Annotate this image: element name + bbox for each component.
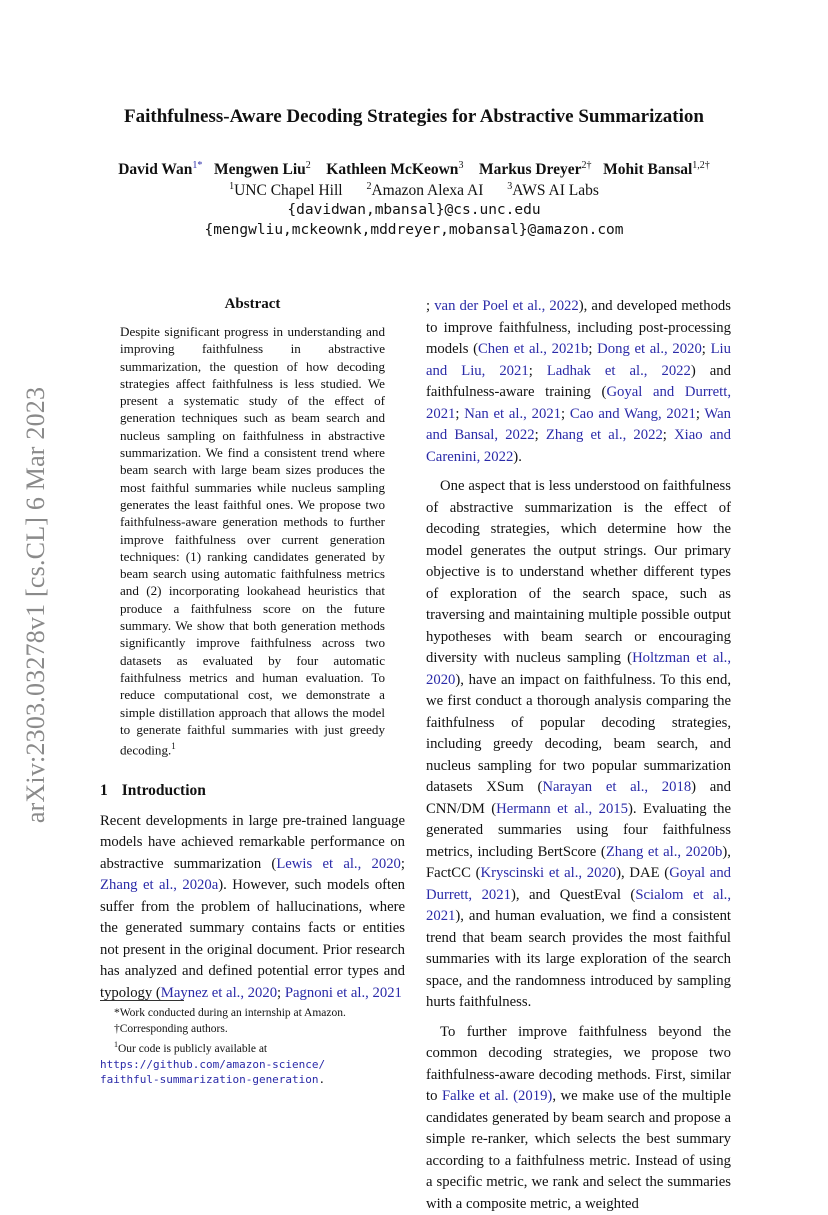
section-heading (100, 782, 405, 800)
abstract-heading: Abstract (100, 296, 405, 313)
affiliation: $^2$Amazon Alexa AI (366, 182, 483, 199)
citation-link[interactable]: Narayan et al., 2018 (542, 779, 691, 795)
citation-link[interactable]: Zhang et al., 2020a (100, 877, 218, 893)
citation-link[interactable]: Pagnoni et al., 2021 (285, 985, 402, 1001)
citation-link[interactable]: Scialom et al., 2021 (426, 887, 731, 925)
footnote: $^1$Our code is publicly available at (100, 1037, 405, 1057)
affiliation: $^3$AWS AI Labs (507, 182, 599, 199)
author-affil-marker: 3 (458, 160, 463, 171)
paper-title: Faithfulness-Aware Decoding Strategies for Abstractive Summarization (100, 106, 728, 128)
arxiv-identifier: arXiv:2303.03278v1 [cs.CL] 6 Mar 2023 (21, 387, 51, 823)
citation-link[interactable]: Dong et al., 2020 (597, 341, 702, 357)
footnote-rule (100, 1000, 184, 1001)
author-email: {davidwan,mbansal}@cs.unc.edu (100, 202, 728, 218)
code-url-link[interactable]: https://github.com/amazon-science/ faithful-summarization-generation. (100, 1057, 405, 1087)
author-name: Kathleen McKeown (326, 161, 458, 178)
abstract-body: Despite significant progress in understanding and improving faithfulness in abstractive summarization, the question of how decoding strategies affect faithfulness is less studied. We present a systematic study of the effect of generation techniques such as beam search and nucleus sampling on faithfulness in abstractive summarization. We find a consistent trend where beam search with large beam sizes produces the most faithful summaries while nucleus sampling generates the least faithful ones. We propose two faithfulness-aware generation methods to further improve faithfulness over current generation techniques: (1) ranking candidates generated by beam search using automatic faithfulness metrics and (2) incorporating lookahead heuristics that produce a faithfulness score on the future summary. We show that both generation methods significantly improve faithfulness across two datasets as evaluated by four automatic faithfulness metrics and human evaluation. To reduce computational cost, we demonstrate a simple distillation approach that allows the model to generate faithful summaries with just greedy decoding.$^1$ (120, 323, 385, 759)
citation-link[interactable]: Falke et al. (2019) (442, 1088, 552, 1104)
citation-link[interactable]: Kryscinski et al., 2020 (480, 865, 616, 881)
affiliation: $^1$UNC Chapel Hill (229, 182, 343, 199)
author-list (70, 160, 758, 179)
author-affil-marker: 2† (582, 160, 592, 171)
arxiv-sidebar-stamp (16, 365, 56, 845)
affiliation-list (100, 181, 728, 200)
right-column (426, 296, 731, 1215)
citation-link[interactable]: Zhang et al., 2022 (546, 427, 663, 443)
section-number: 1 (100, 782, 108, 799)
citation-link[interactable]: van der Poel et al., 2022 (434, 298, 579, 314)
citation-link[interactable]: Zhang et al., 2020b (606, 844, 723, 860)
author-name: David Wan (118, 161, 192, 178)
author-name: Mohit Bansal (603, 161, 692, 178)
footnote: †Corresponding authors. (100, 1022, 405, 1038)
author-name: Mengwen Liu (214, 161, 306, 178)
citation-link[interactable]: Nan et al., 2021 (464, 406, 561, 422)
intro-paragraph: Recent developments in large pre-trained language models have achieved remarkable performance on abstractive summarization (Lewis et al., 2020; Zhang et al., 2020a). However, such models often suffer from the problem of hallucinations, where the generated summary contains facts or entities not present in the original document. Prior research has analyzed and defined potential error types and typology (Maynez et al., 2020; Pagnoni et al., 2021 (100, 811, 405, 1005)
citation-link[interactable]: Wan and Bansal, 2022 (426, 406, 731, 444)
citation-link[interactable]: Cao and Wang, 2021 (570, 406, 696, 422)
intro-paragraph-continued: ; van der Poel et al., 2022), and developed methods to improve faithfulness, including post-processing models (Chen et al., 2021b; Dong et al., 2020; Liu and Liu, 2021; Ladhak et al., 2022) and faithfulness-aware training (Goyal and Durrett, 2021; Nan et al., 2021; Cao and Wang, 2021; Wan and Bansal, 2022; Zhang et al., 2022; Xiao and Carenini, 2022). (426, 296, 731, 468)
footnote-marker: 1 (171, 741, 176, 751)
author-affil-marker: 1,2† (692, 160, 710, 171)
intro-paragraph: To further improve faithfulness beyond the common decoding strategies, we propose two faithfulness-aware decoding methods. First, similar to Falke et al. (2019), we make use of the multiple candidates generated by beam search and propose a simple re-ranker, which selects the best summary according to a faithfulness metric. Instead of using a specific metric, we rank and select the summaries with a composite metric, a weighted (426, 1022, 731, 1215)
citation-link[interactable]: Chen et al., 2021b (478, 341, 588, 357)
footnotes (100, 1000, 405, 1087)
citation-link[interactable]: Liu and Liu, 2021 (426, 341, 731, 379)
author-affil-marker: 2 (306, 160, 311, 171)
citation-link[interactable]: Goyal and Durrett, 2021 (426, 384, 731, 422)
citation-link[interactable]: Goyal and Durrett, 2021 (426, 865, 731, 903)
author-name: Markus Dreyer (479, 161, 582, 178)
citation-link[interactable]: Maynez et al., 2020 (161, 985, 277, 1001)
citation-link[interactable]: Hermann et al., 2015 (496, 801, 628, 817)
citation-link[interactable]: Ladhak et al., 2022 (547, 363, 691, 379)
author-email: {mengwliu,mckeownk,mddreyer,mobansal}@amazon.com (100, 222, 728, 238)
citation-link[interactable]: Lewis et al., 2020 (276, 856, 401, 872)
citation-link[interactable]: Xiao and Carenini, 2022 (426, 427, 731, 465)
intro-paragraph: One aspect that is less understood on faithfulness of abstractive summarization is the effect of decoding strategies, which determine how the model generates the output strings. Our primary objective is to understand whether different types of exploration of the search space, such as traversing and maintaining multiple possible output hypotheses with beam search or encouraging diversity with nucleus sampling (Holtzman et al., 2020), have an impact on faithfulness. To this end, we first conduct a thorough analysis comparing the faithfulness of popular decoding strategies, including greedy decoding, beam search, and nucleus sampling for two popular summarization datasets XSum (Narayan et al., 2018) and CNN/DM (Hermann et al., 2015). Evaluating the generated summaries using four faithfulness metrics, including BertScore (Zhang et al., 2020b), FactCC (Kryscinski et al., 2020), DAE (Goyal and Durrett, 2021), and QuestEval (Scialom et al., 2021), and human evaluation, we find a consistent trend that beam search provides the most faithful summaries with its large exploration of the search space, and the randomness introduced by sampling hurts faithfulness. (426, 476, 731, 1014)
section-title: Introduction (122, 782, 206, 799)
author-affil-marker[interactable]: 1* (192, 160, 202, 171)
footnote: *Work conducted during an internship at Amazon. (100, 1006, 405, 1022)
left-column (100, 296, 405, 1004)
citation-link[interactable]: Holtzman et al., 2020 (426, 650, 731, 688)
